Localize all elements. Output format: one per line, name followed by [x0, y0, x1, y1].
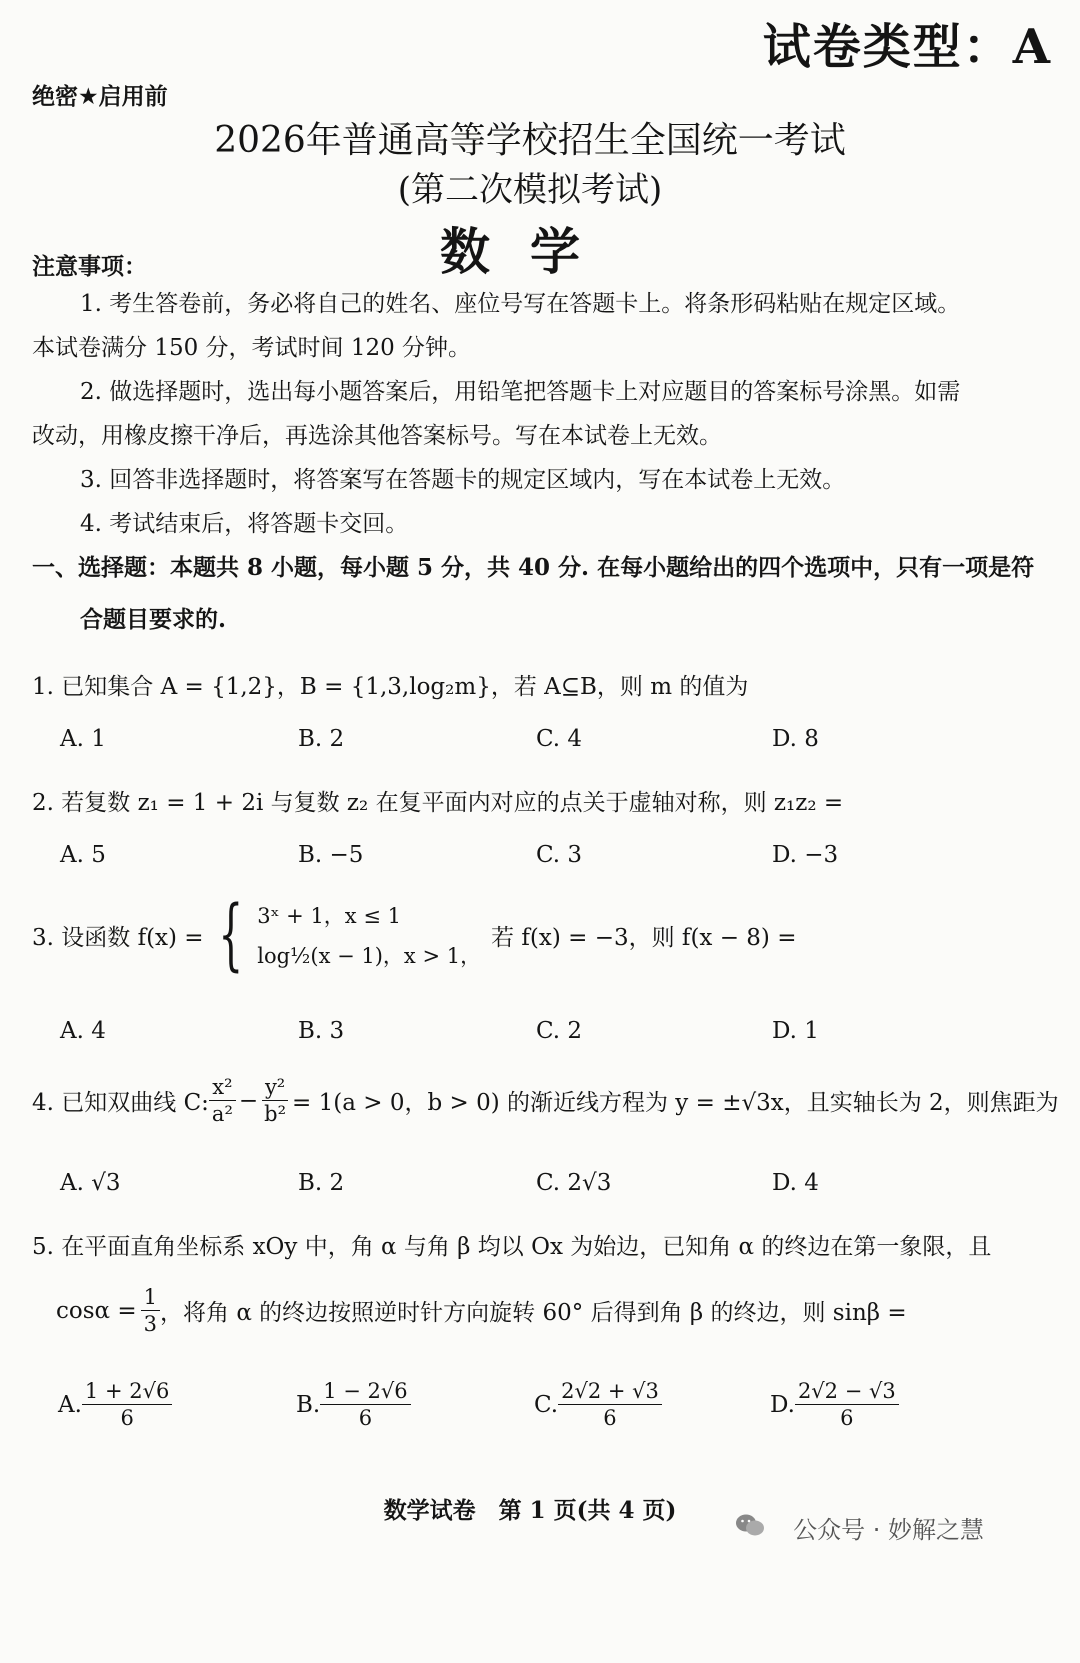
- q1-option-b: B. 2: [298, 726, 345, 752]
- q5-d-label: D.: [770, 1391, 795, 1418]
- fraction-one-third: [141, 1284, 160, 1337]
- q4-option-a: A. √3: [60, 1170, 121, 1196]
- q4-minus: −: [238, 1087, 259, 1114]
- piecewise-function: [204, 890, 482, 980]
- q5-cos-num: 1: [141, 1284, 160, 1311]
- q5-c-den: 6: [603, 1406, 617, 1430]
- secret-label: 绝密★启用前: [32, 84, 168, 110]
- fraction-y2-b2: [261, 1074, 289, 1127]
- notice-item: 1. 考生答卷前，务必将自己的姓名、座位号写在答题卡上。将条形码粘贴在规定区域。: [80, 291, 961, 317]
- q5-c-num: 2√2 + √3: [558, 1378, 662, 1405]
- exam-subtitle: (第二次模拟考试): [397, 170, 663, 210]
- question-5-stem: 5. 在平面直角坐标系 xOy 中，角 α 与角 β 均以 Ox 为始边，已知角 α 的终边在第一象限，且: [32, 1234, 992, 1260]
- q4-num1: x²: [209, 1074, 235, 1101]
- question-2-stem: 2. 若复数 z₁ = 1 + 2i 与复数 z₂ 在复平面内对应的点关于虚轴对称，则 z₁z₂ =: [32, 790, 844, 816]
- notice-item: 2. 做选择题时，选出每小题答案后，用铅笔把答题卡上对应题目的答案标号涂黑。如需: [80, 379, 961, 405]
- q1-option-d: D. 8: [772, 726, 819, 752]
- q3-prefix: 3. 设函数 f(x) =: [32, 924, 204, 951]
- notice-item: 3. 回答非选择题时，将答案写在答题卡的规定区域内，写在本试卷上无效。: [80, 467, 846, 493]
- q1-option-a: A. 1: [60, 726, 106, 752]
- watermark-text: 公众号 · 妙解之慧: [793, 1516, 984, 1544]
- fraction-x2-a2: [209, 1074, 236, 1127]
- q5-option-a: [58, 1378, 172, 1431]
- notice-item: 改动，用橡皮擦干净后，再选涂其他答案标号。写在本试卷上无效。: [32, 423, 722, 449]
- q4-den1: a²: [211, 1102, 233, 1126]
- q5-b-num: 1 − 2√6: [320, 1378, 410, 1405]
- question-1-stem: 1. 已知集合 A = {1,2}，B = {1,3,log₂m}，若 A⊆B，则 m 的值为: [32, 674, 749, 700]
- q4-suffix: = 1(a > 0，b > 0) 的渐近线方程为 y = ±√3x，且实轴长为 2，则焦距为: [292, 1090, 1059, 1116]
- q3-suffix: 若 f(x) = −3，则 f(x − 8) =: [491, 924, 797, 951]
- brace-symbol: {: [218, 890, 243, 980]
- section-heading: 一、选择题：本题共 8 小题，每小题 5 分，共 40 分. 在每小题给出的四个选项中，只有一项是符: [32, 554, 1035, 581]
- subject-title: 数学: [440, 222, 620, 281]
- q5-option-d: [770, 1378, 899, 1431]
- q5-option-b: [296, 1378, 411, 1431]
- q5-b-label: B.: [296, 1391, 321, 1418]
- q5-option-c: [534, 1378, 662, 1431]
- q5-d-fraction: [795, 1378, 899, 1431]
- q2-option-d: D. −3: [772, 842, 839, 868]
- q5-c-label: C.: [534, 1391, 559, 1418]
- q5-c-fraction: [558, 1378, 662, 1431]
- q3-option-b: B. 3: [298, 1018, 345, 1044]
- q3-option-d: D. 1: [772, 1018, 819, 1044]
- q4-option-b: B. 2: [298, 1170, 345, 1196]
- q5-b-den: 6: [358, 1406, 373, 1430]
- wechat-icon: [735, 1512, 765, 1538]
- q3-option-c: C. 2: [536, 1018, 583, 1044]
- q3-option-a: A. 4: [60, 1018, 106, 1044]
- section-heading-cont: 合题目要求的.: [80, 606, 227, 633]
- q5-suffix: ，将角 α 的终边按照逆时针方向旋转 60° 后得到角 β 的终边，则 sinβ =: [160, 1300, 907, 1326]
- question-5-stem-cont: [56, 1284, 907, 1337]
- q4-option-c: C. 2√3: [536, 1170, 612, 1196]
- notice-heading: 注意事项：: [32, 254, 147, 280]
- q5-a-fraction: [82, 1378, 172, 1431]
- q3-case-2: log½(x − 1)，x > 1，: [257, 944, 482, 968]
- notice-item: 4. 考试结束后，将答题卡交回。: [80, 511, 409, 537]
- q4-num2: y²: [262, 1074, 288, 1101]
- q4-prefix: 4. 已知双曲线 C:: [32, 1090, 209, 1116]
- q5-d-num: 2√2 − √3: [795, 1378, 899, 1405]
- q5-a-label: A.: [58, 1391, 82, 1418]
- q5-b-fraction: [320, 1378, 410, 1431]
- question-4-stem: [32, 1074, 1059, 1127]
- exam-title: 2026年普通高等学校招生全国统一考试: [214, 120, 846, 161]
- q3-case-1: 3ˣ + 1，x ≤ 1: [257, 904, 401, 928]
- paper-type-label: 试卷类型：A: [762, 19, 1052, 75]
- q5-a-num: 1 + 2√6: [82, 1378, 172, 1405]
- q5-cos-prefix: cosα =: [56, 1297, 137, 1324]
- question-3-stem: [32, 890, 797, 980]
- q5-d-den: 6: [840, 1406, 854, 1430]
- notice-item: 本试卷满分 150 分，考试时间 120 分钟。: [32, 335, 472, 361]
- q4-option-d: D. 4: [772, 1170, 819, 1196]
- q5-cos-den: 3: [143, 1312, 158, 1336]
- q2-option-b: B. −5: [298, 842, 364, 868]
- page-footer: 数学试卷 第 1 页(共 4 页): [383, 1497, 677, 1524]
- q4-den2: b²: [264, 1102, 287, 1126]
- q2-option-a: A. 5: [60, 842, 106, 868]
- q5-a-den: 6: [120, 1406, 134, 1430]
- q2-option-c: C. 3: [536, 842, 583, 868]
- q1-option-c: C. 4: [536, 726, 583, 752]
